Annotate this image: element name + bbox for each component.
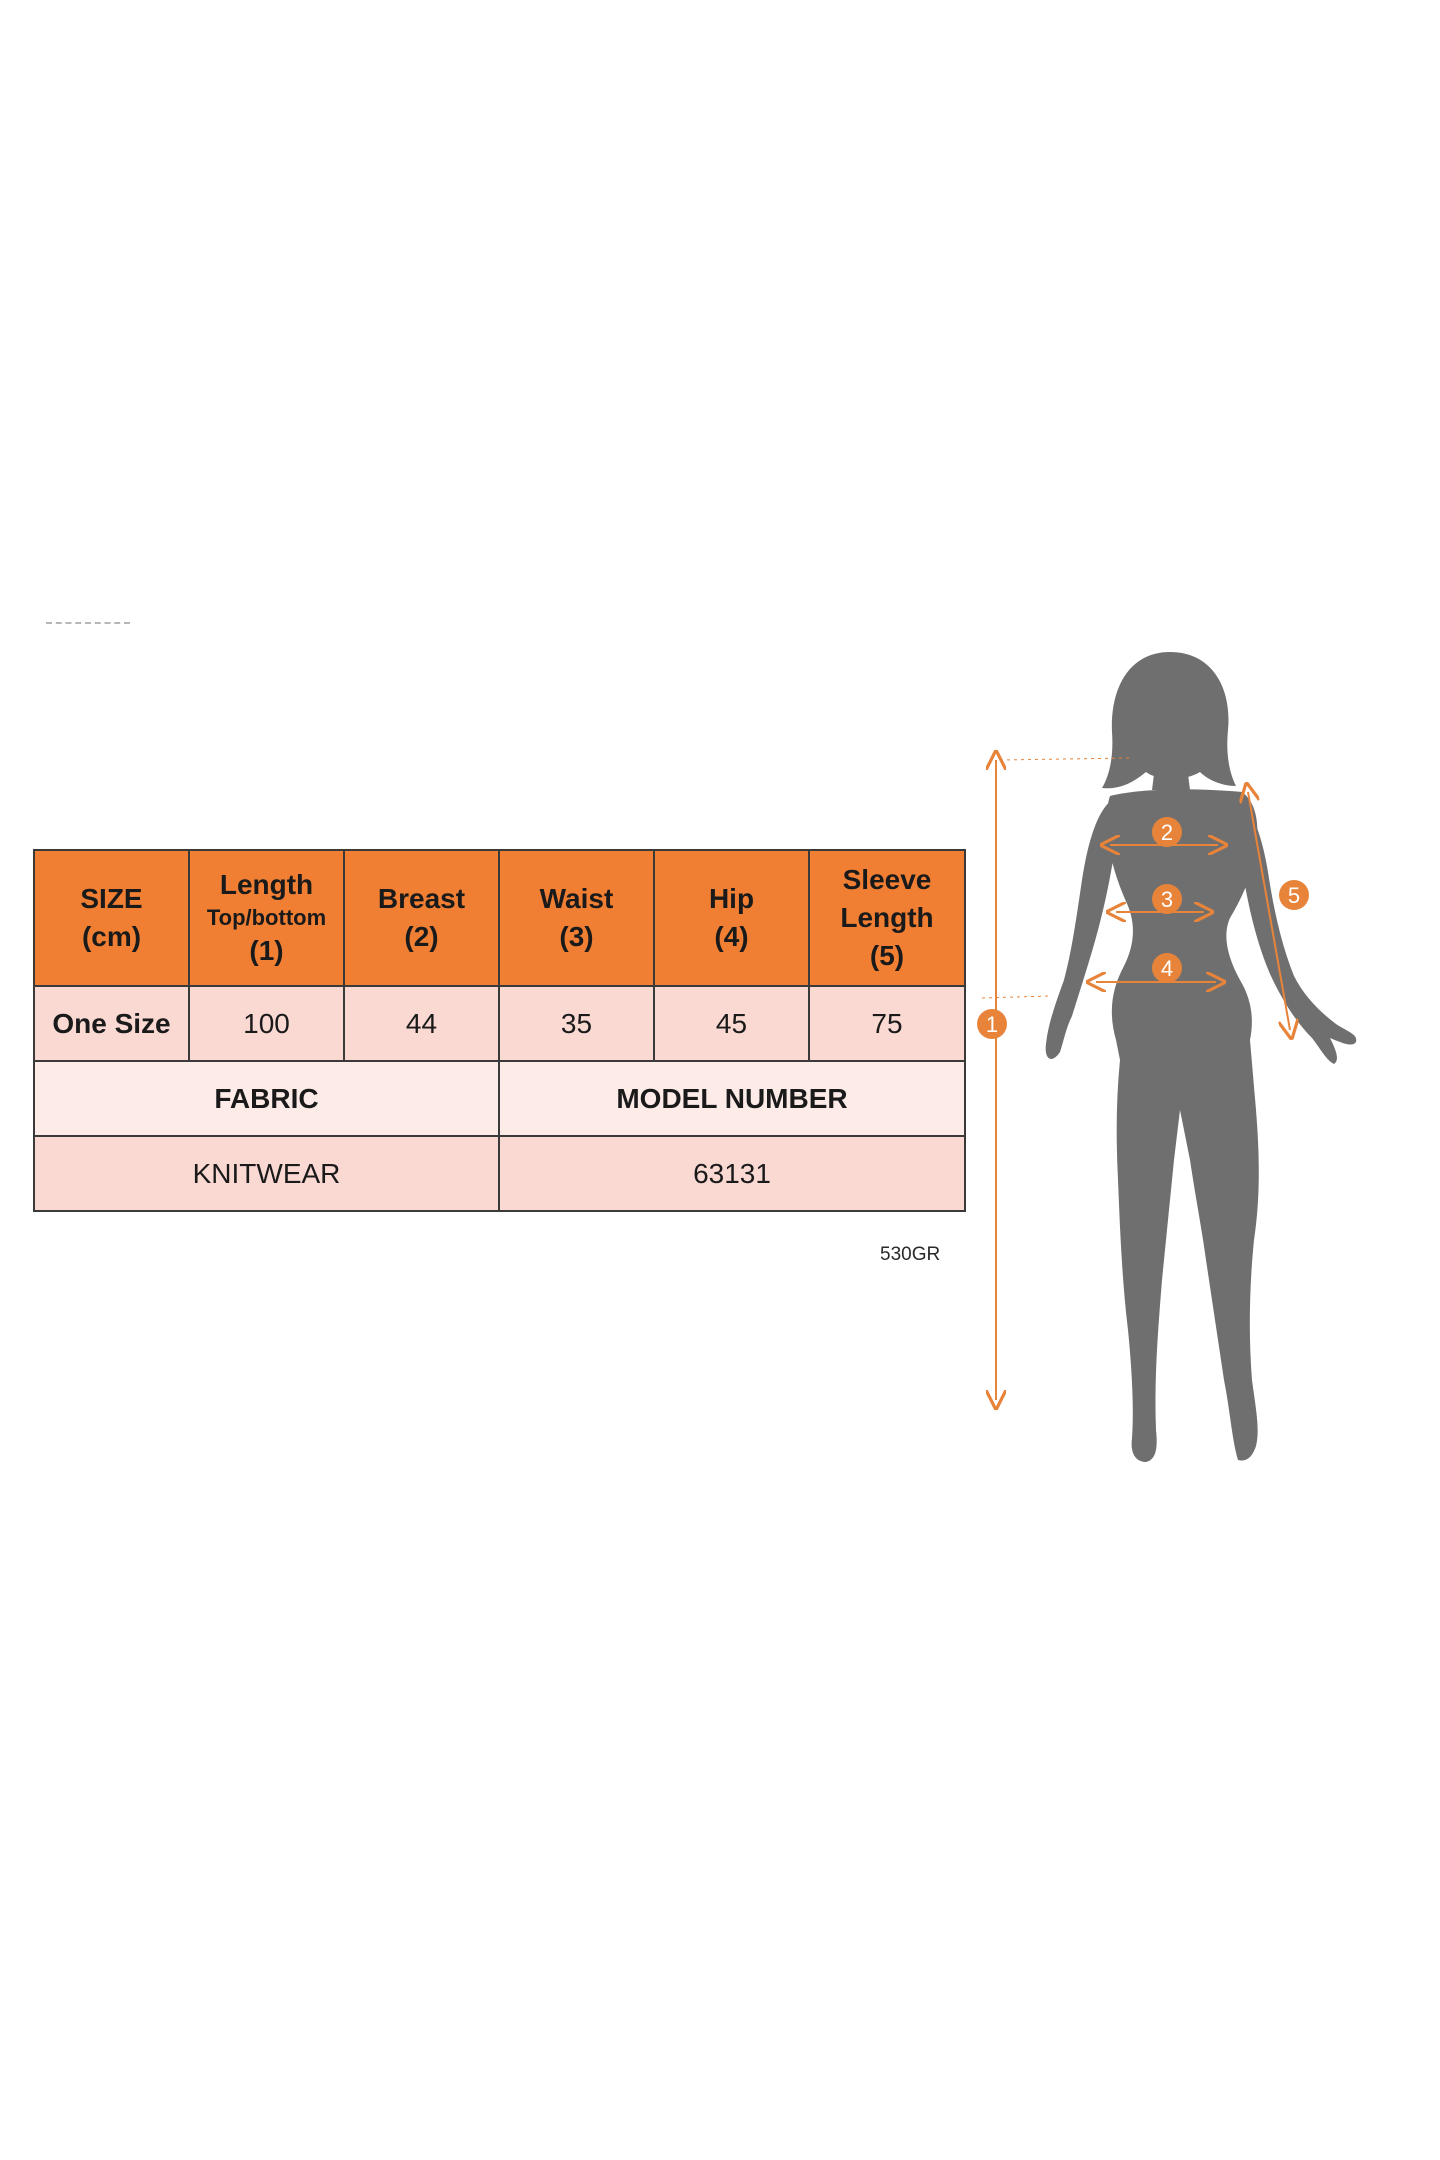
marker-1 bbox=[977, 1009, 1007, 1039]
cell-hip: 45 bbox=[654, 986, 809, 1061]
fabric-value: KNITWEAR bbox=[34, 1136, 499, 1211]
header-sleeve-length: Sleeve Length (5) bbox=[809, 850, 965, 986]
model-number-value: 63131 bbox=[499, 1136, 965, 1211]
header-row bbox=[34, 850, 965, 986]
svg-text:1: 1 bbox=[985, 1012, 999, 1037]
model-number-label: MODEL NUMBER bbox=[499, 1061, 965, 1136]
svg-text:4: 4 bbox=[1160, 956, 1174, 981]
svg-text:2: 2 bbox=[1160, 820, 1174, 845]
cell-sleeve-length: 75 bbox=[809, 986, 965, 1061]
cell-length: 100 bbox=[189, 986, 344, 1061]
svg-text:3: 3 bbox=[1160, 887, 1174, 912]
header-length: Length Top/bottom (1) bbox=[189, 850, 344, 986]
marker-4 bbox=[1152, 953, 1182, 983]
fabric-label: FABRIC bbox=[34, 1061, 499, 1136]
cell-breast: 44 bbox=[344, 986, 499, 1061]
cell-size: One Size bbox=[34, 986, 189, 1061]
marker-5 bbox=[1279, 880, 1309, 910]
svg-text:5: 5 bbox=[1287, 883, 1301, 908]
table-row bbox=[34, 986, 965, 1061]
header-breast: Breast (2) bbox=[344, 850, 499, 986]
faint-top-mark bbox=[46, 622, 130, 627]
size-chart-table bbox=[33, 849, 966, 1212]
value-row bbox=[34, 1136, 965, 1211]
body-measurement-figure bbox=[960, 640, 1380, 1480]
marker-2 bbox=[1152, 817, 1182, 847]
woman-silhouette-icon bbox=[1046, 652, 1357, 1462]
label-row bbox=[34, 1061, 965, 1136]
header-waist: Waist (3) bbox=[499, 850, 654, 986]
cell-waist: 35 bbox=[499, 986, 654, 1061]
header-size: SIZE (cm) bbox=[34, 850, 189, 986]
marker-3 bbox=[1152, 884, 1182, 914]
product-code: 530GR bbox=[880, 1244, 941, 1265]
header-hip: Hip (4) bbox=[654, 850, 809, 986]
